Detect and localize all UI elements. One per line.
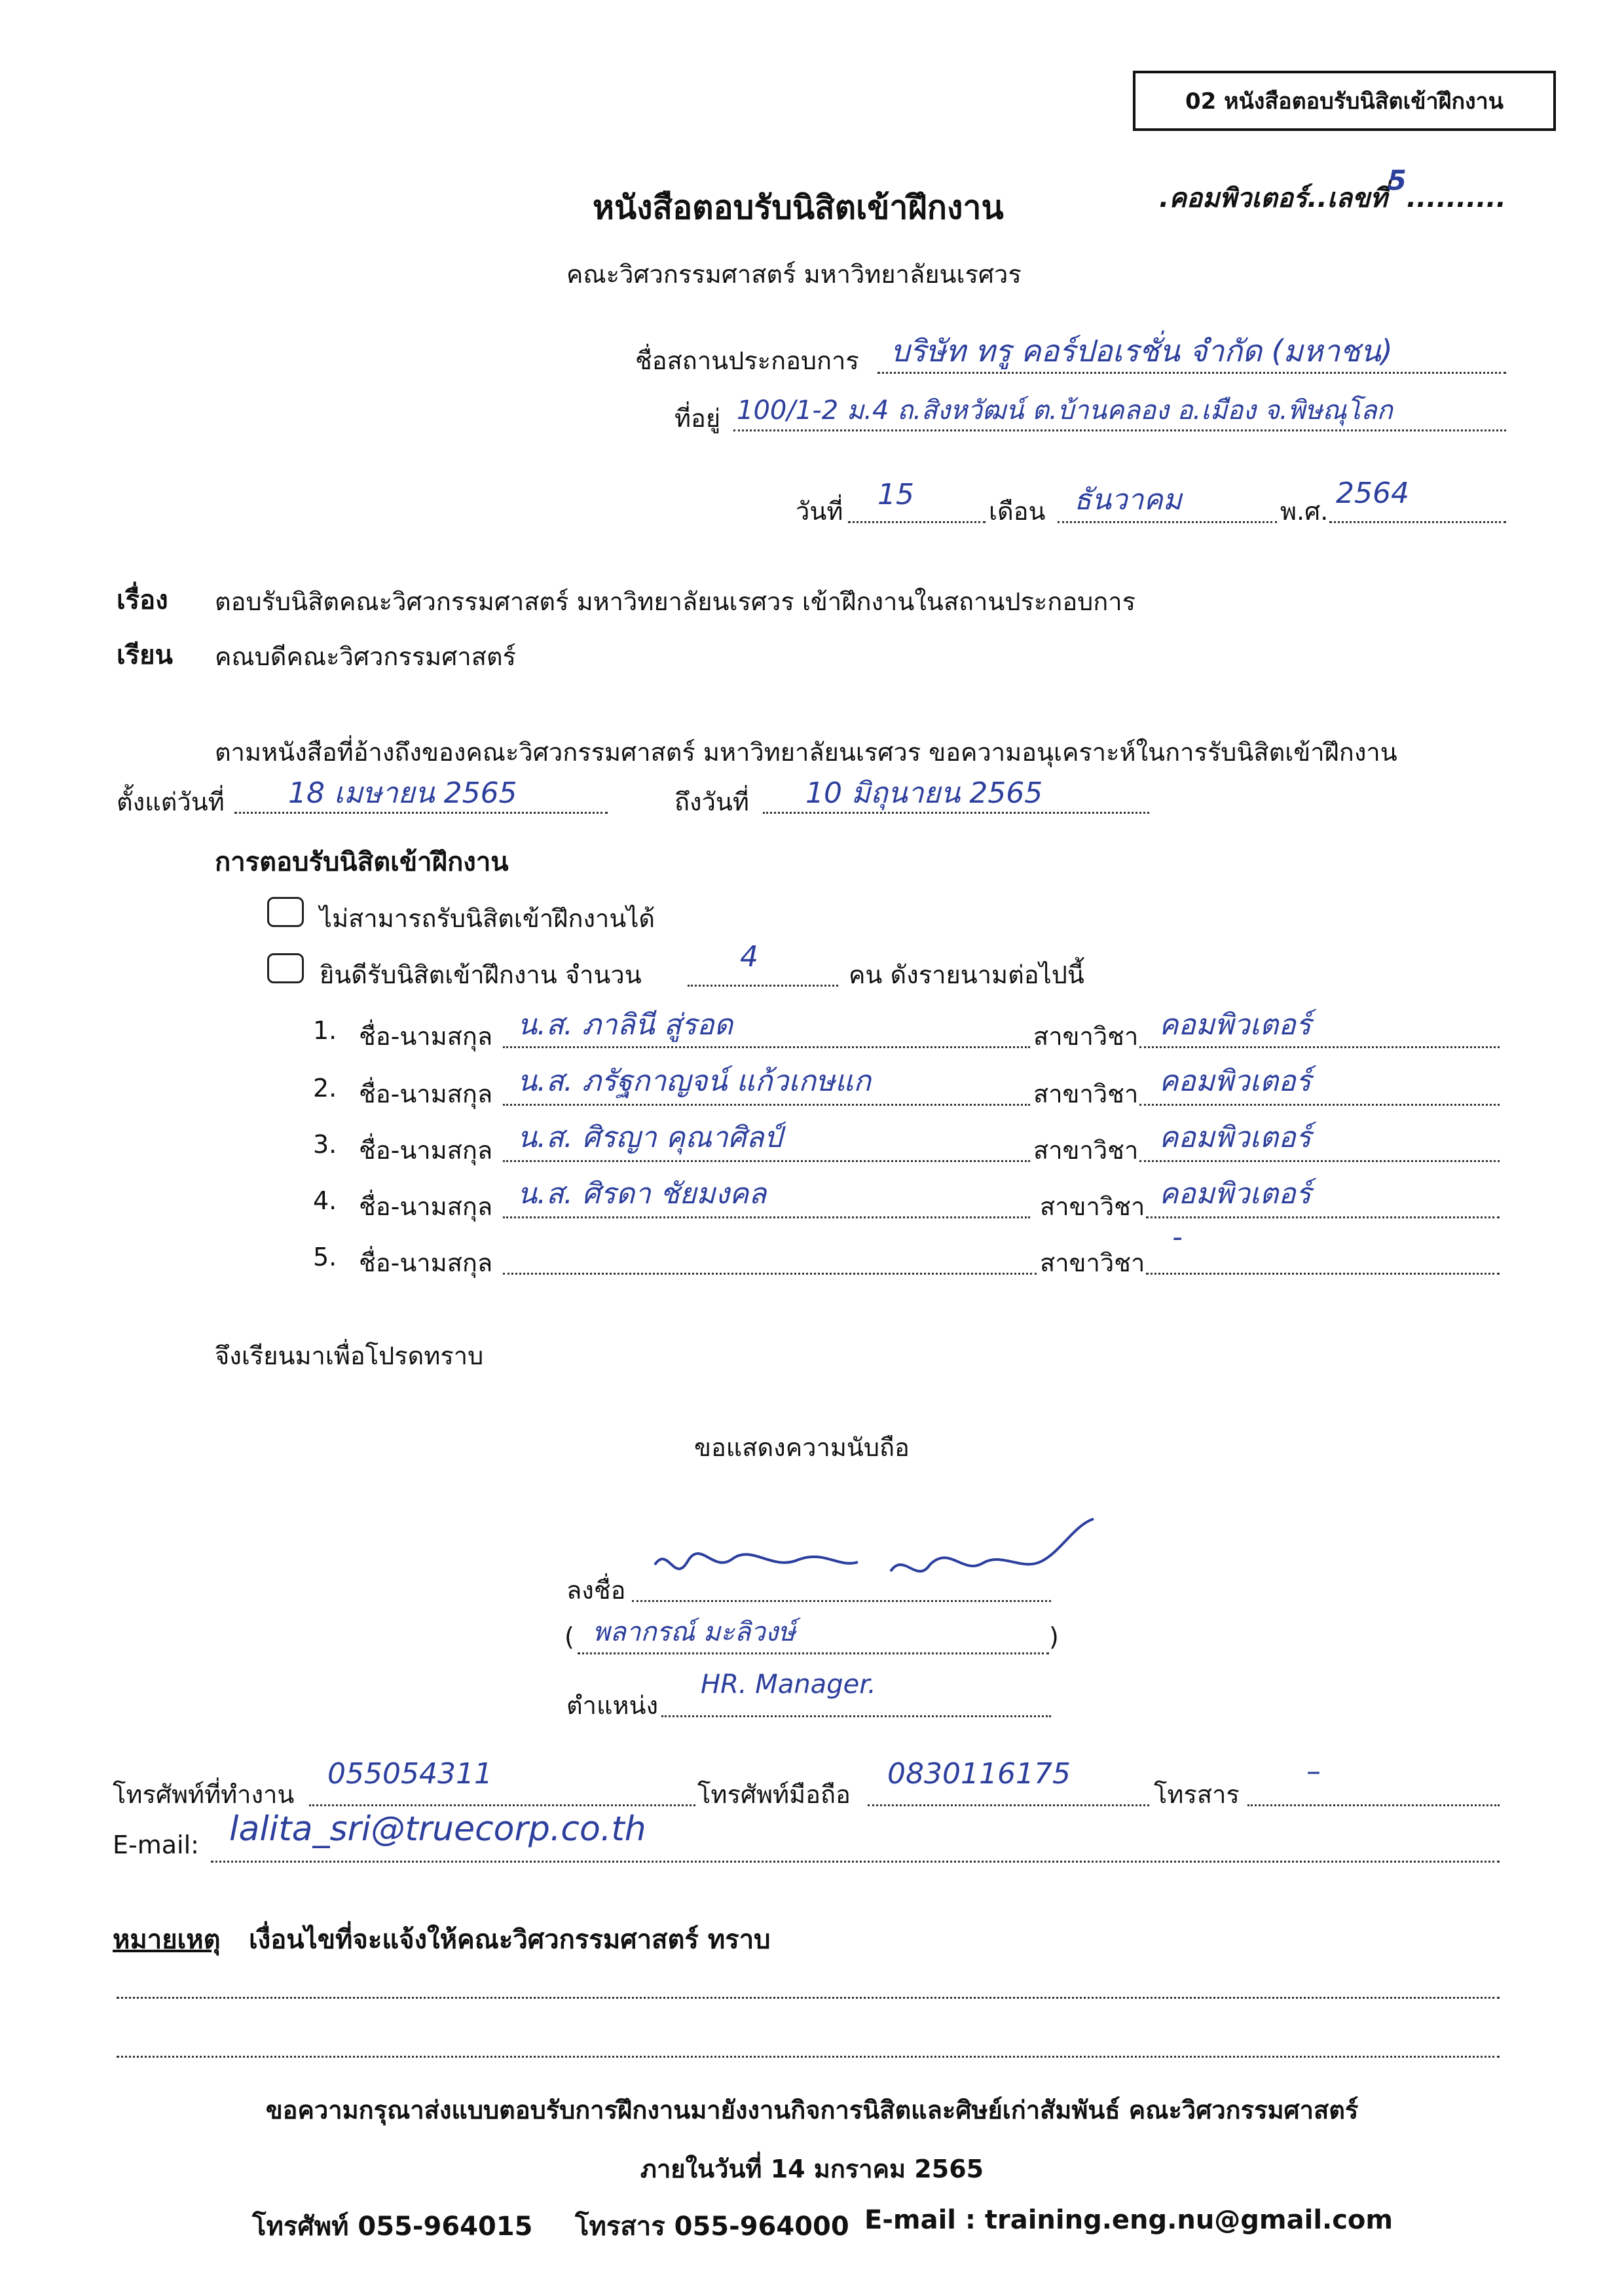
note-text: เงื่อนไขที่จะแจ้งให้คณะวิศวกรรมศาสตร์ ทราบ	[249, 1925, 771, 1955]
sign-label: ลงชื่อ	[566, 1576, 626, 1605]
printed-name-value: พลากรณ์ มะลิวงษ์	[593, 1617, 796, 1647]
student-name: น.ส. ภรัฐกาญจน์ แก้วเกษแก	[517, 1065, 871, 1098]
reject-checkbox[interactable]	[267, 897, 304, 927]
regards-text: ขอแสดงความนับถือ	[694, 1433, 910, 1462]
reject-option-label: ไม่สามารถรับนิสิตเข้าฝึกงานได้	[320, 904, 655, 933]
date-year-line	[1329, 521, 1506, 523]
to-text: คณบดีคณะวิศวกรรมศาสตร์	[215, 642, 516, 671]
position-value: HR. Manager.	[701, 1669, 876, 1700]
accept-option-prefix: ยินดีรับนิสิตเข้าฝึกงาน จำนวน	[320, 960, 642, 989]
closing-text: จึงเรียนมาเพื่อโปรดทราบ	[215, 1341, 484, 1370]
accept-count-value: 4	[740, 940, 758, 974]
footer-fax: โทรสาร 055-964000	[575, 2212, 849, 2242]
period-to-value: 10 มิถุนายน 2565	[805, 776, 1043, 810]
student-major: คอมพิวเตอร์	[1159, 1065, 1312, 1098]
accept-count-line	[688, 985, 838, 987]
student-name: น.ส. ภาลินี สู่รอด	[517, 1008, 733, 1042]
body-text: ตามหนังสือที่อ้างถึงของคณะวิศวกรรมศาสตร์ มหาวิทยาลัยนเรศวร ขอความอนุเคราะห์ในการรับนิสิตเข้าฝึกงาน	[215, 738, 1397, 767]
subject-label: เรื่อง	[117, 585, 168, 615]
acceptance-heading: การตอบรับนิสิตเข้าฝึกงาน	[215, 847, 509, 877]
office-phone-value: 055054311	[327, 1757, 492, 1791]
office-phone-label: โทรศัพท์ที่ทำงาน	[113, 1780, 295, 1809]
form-code-tag: 02 หนังสือตอบรับนิสิตเข้าฝึกงาน	[1133, 71, 1556, 131]
position-label: ตำแหน่ง	[566, 1691, 659, 1720]
student-major: -	[1172, 1220, 1183, 1254]
printed-name-line	[578, 1652, 1049, 1654]
student-major: คอมพิวเตอร์	[1159, 1177, 1312, 1211]
footer-phone: โทรศัพท์ 055-964015	[252, 2212, 533, 2242]
footer-line-2: ภายในวันที่ 14 มกราคม 2565	[640, 2155, 984, 2183]
fax-label: โทรสาร	[1154, 1780, 1240, 1809]
number-label: .คอมพิวเตอร์..เลขที่5..........	[1159, 164, 1506, 213]
position-line	[661, 1715, 1051, 1717]
address-label: ที่อยู่	[674, 404, 721, 433]
email-value: lalita_sri@truecorp.co.th	[229, 1810, 646, 1849]
date-day-value: 15	[877, 478, 914, 511]
document-title: หนังสือตอบรับนิสิตเข้าฝึกงาน	[593, 189, 1004, 227]
footer-email: E-mail : training.eng.nu@gmail.com	[864, 2205, 1393, 2235]
date-month-label: เดือน	[989, 497, 1046, 526]
address-value: 100/1-2 ม.4 ถ.สิงหวัฒน์ ต.บ้านคลอง อ.เมือง จ.พิษณุโลก	[737, 395, 1393, 426]
subject-text: ตอบรับนิสิตคณะวิศวกรรมศาสตร์ มหาวิทยาลัยนเรศวร เข้าฝึกงานในสถานประกอบการ	[215, 587, 1136, 616]
date-year-label: พ.ศ.	[1280, 497, 1329, 526]
mobile-label: โทรศัพท์มือถือ	[697, 1780, 851, 1809]
period-to-label: ถึงวันที่	[674, 788, 749, 816]
company-name-value: บริษัท ทรู คอร์ปอเรชั่น จำกัด (มหาชน)	[891, 333, 1393, 369]
date-day-label: วันที่	[796, 497, 843, 526]
email-label: E-mail:	[113, 1831, 199, 1859]
date-day-line	[848, 521, 986, 523]
date-month-value: ธันวาคม	[1074, 483, 1182, 517]
period-from-value: 18 เมษายน 2565	[288, 776, 517, 810]
date-year-value: 2564	[1336, 477, 1409, 510]
company-name-label: ชื่อสถานประกอบการ	[635, 346, 859, 375]
number-value: 5	[1387, 164, 1407, 196]
note-label: หมายเหตุ	[113, 1925, 221, 1955]
student-name: น.ส. ศิรญา คุณาศิลป์	[517, 1121, 783, 1154]
document-subtitle: คณะวิศวกรรมศาสตร์ มหาวิทยาลัยนเรศวร	[566, 260, 1022, 289]
accept-checkbox[interactable]	[267, 953, 304, 983]
note-line-2	[117, 2056, 1500, 2058]
note-line-1	[117, 1997, 1500, 1999]
footer-line-1: ขอความกรุณาส่งแบบตอบรับการฝึกงานมายังงานกิจการนิสิตและศิษย์เก่าสัมพันธ์ คณะวิศวกรรมศาสตร์	[265, 2096, 1359, 2124]
student-name: น.ส. ศิรดา ชัยมงคล	[517, 1177, 767, 1211]
to-label: เรียน	[117, 640, 173, 670]
accept-option-suffix: คน ดังรายนามต่อไปนี้	[849, 960, 1084, 989]
mobile-value: 0830116175	[887, 1757, 1071, 1791]
student-major: คอมพิวเตอร์	[1159, 1008, 1312, 1042]
period-from-label: ตั้งแต่วันที่	[117, 788, 225, 816]
fax-value: –	[1306, 1755, 1321, 1788]
student-major: คอมพิวเตอร์	[1159, 1121, 1312, 1154]
